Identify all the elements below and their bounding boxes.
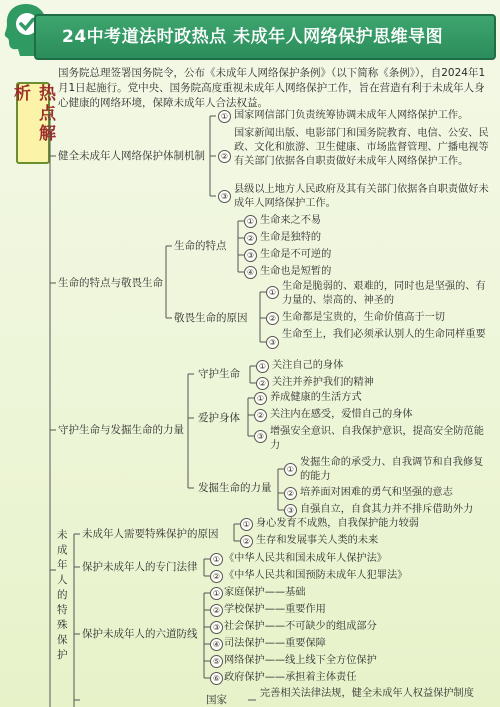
s4c-num-2: ② (210, 604, 223, 617)
s2a-item-3: 生命是不可逆的 (260, 249, 332, 260)
s4c-num-4: ④ (210, 638, 223, 651)
s1-item-2-num: ② (218, 150, 231, 163)
s3b-item-3: 增强安全意识、自我保护意识，提高安全防范能力 (270, 426, 484, 451)
s4c-item-5: 网络保护——线上线下全方位保护 (224, 655, 377, 666)
hot-analysis-label: 热点解析 (16, 82, 50, 164)
s1-item-2: 国家新闻出版、电影部门和国务院教育、电信、公安、民政、文化和旅游、卫生健康、市场监督管理、广播电视等有关部门依据各自职责做好未成年人网络保护工作。 (234, 128, 489, 167)
s2a-item-1: 生命来之不易 (260, 215, 322, 226)
s2a-label: 生命的特点 (174, 240, 227, 252)
s4b-label: 保护未成年人的专门法律 (82, 561, 198, 573)
s2b-num-1: ① (266, 286, 279, 299)
s4d-item-1: 完善相关法律法规，健全未成年人权益保护制度 (260, 688, 474, 699)
s3a-item-2: 关注并养护我们的精神 (272, 377, 374, 388)
intro-paragraph: 国务院总理签署国务院令，公布《未成年人网络保护条例》（以下简称《条例》），自2024年1月1日起施行。党中央、国务院高度重视未成年人网络保护工作，旨在营造有利于未成年人身心健康的网络环境，保障未成年人合法权益。 (58, 67, 486, 109)
s4c-num-6: ⑥ (210, 672, 223, 685)
s3b-item-2: 关注内在感受，爱惜自己的身体 (270, 409, 413, 420)
s3c-num-3: ③ (284, 504, 297, 517)
s4c-item-2: 学校保护——重要作用 (224, 604, 326, 615)
s4c-item-6: 政府保护——承担着主体责任 (224, 672, 357, 683)
s1-item-1: 国家网信部门负责统筹协调未成年人网络保护工作。 (234, 110, 469, 121)
s4a-num-2: ② (240, 535, 253, 548)
s2a-item-2: 生命是独特的 (260, 232, 322, 243)
s4a-label: 未成年人需要特殊保护的原因 (82, 528, 219, 540)
s1-item-3: 县级以上地方人民政府及其有关部门依据各自职责做好未成年人网络保护工作。 (234, 184, 489, 209)
s4c-item-1: 家庭保护——基础 (224, 587, 306, 598)
s2b-label: 敬畏生命的原因 (174, 312, 248, 324)
s2b-num-3: ③ (266, 336, 279, 349)
s3c-item-3: 自强自立，自食其力并不排斥借助外力 (300, 504, 474, 515)
s2a-num-2: ② (244, 232, 257, 245)
s3b-item-1: 养成健康的生活方式 (270, 392, 362, 403)
s3c-label: 发掘生命的力量 (198, 482, 272, 494)
s4c-num-3: ③ (210, 621, 223, 634)
s2b-item-2: 生命都是宝贵的，生命价值高于一切 (282, 312, 445, 323)
s3a-item-1: 关注自己的身体 (272, 360, 344, 371)
s3c-item-1: 发掘生命的承受力、自我调节和自我修复的能力 (300, 457, 484, 482)
s3b-label: 爱护身体 (198, 412, 240, 424)
s3a-num-1: ① (256, 360, 269, 373)
s1-item-3-num: ③ (218, 190, 231, 203)
s3b-num-1: ① (254, 392, 267, 405)
s3a-num-2: ② (256, 377, 269, 390)
s3c-item-2: 培养面对困难的勇气和坚强的意志 (300, 487, 453, 498)
s2a-num-1: ① (244, 215, 257, 228)
s4c-label: 保护未成年人的六道防线 (82, 628, 198, 640)
s4b-num-2: ② (210, 570, 223, 583)
s2a-num-4: ④ (244, 266, 257, 279)
s2b-item-1: 生命是脆弱的、艰难的，同时也是坚强的、有力量的、崇高的、神圣的 (282, 281, 486, 306)
s3b-num-3: ③ (254, 430, 267, 443)
s4a-item-2: 生存和发展事关人类的未来 (256, 535, 379, 546)
s2b-item-3: 生命至上，我们必须承认别人的生命同样重要 (282, 329, 486, 340)
s4c-num-5: ⑤ (210, 655, 223, 668)
s2-label: 生命的特点与敬畏生命 (58, 277, 163, 289)
s4d-label: 国家 (206, 694, 227, 706)
s3b-num-2: ② (254, 409, 267, 422)
s4c-num-1: ① (210, 587, 223, 600)
s3c-num-2: ② (284, 487, 297, 500)
page-title: 24中考道法时政热点 未成年人网络保护思维导图 (62, 27, 444, 47)
s4b-num-1: ① (210, 553, 223, 566)
s3-label: 守护生命与发掘生命的力量 (58, 424, 184, 436)
s2b-num-2: ② (266, 312, 279, 325)
s1-label: 健全未成年人网络保护体制机制 (58, 150, 205, 162)
s4b-item-2: 《中华人民共和国预防未成年人犯罪法》 (224, 570, 408, 581)
s2a-item-4: 生命也是短暂的 (260, 266, 332, 277)
s4a-item-1: 身心发育不成熟，自我保护能力较弱 (256, 518, 419, 529)
s3a-label: 守护生命 (198, 368, 240, 380)
s4b-item-1: 《中华人民共和国未成年人保护法》 (224, 553, 387, 564)
s4c-item-4: 司法保护——重要保障 (224, 638, 326, 649)
s4c-item-3: 社会保护——不可缺少的组成部分 (224, 621, 377, 632)
s4-label: 未成年人的特殊保护 (57, 529, 68, 661)
s3c-num-1: ① (284, 463, 297, 476)
s4a-num-1: ① (240, 518, 253, 531)
s1-item-1-num: ① (218, 110, 231, 123)
s2a-num-3: ③ (244, 249, 257, 262)
